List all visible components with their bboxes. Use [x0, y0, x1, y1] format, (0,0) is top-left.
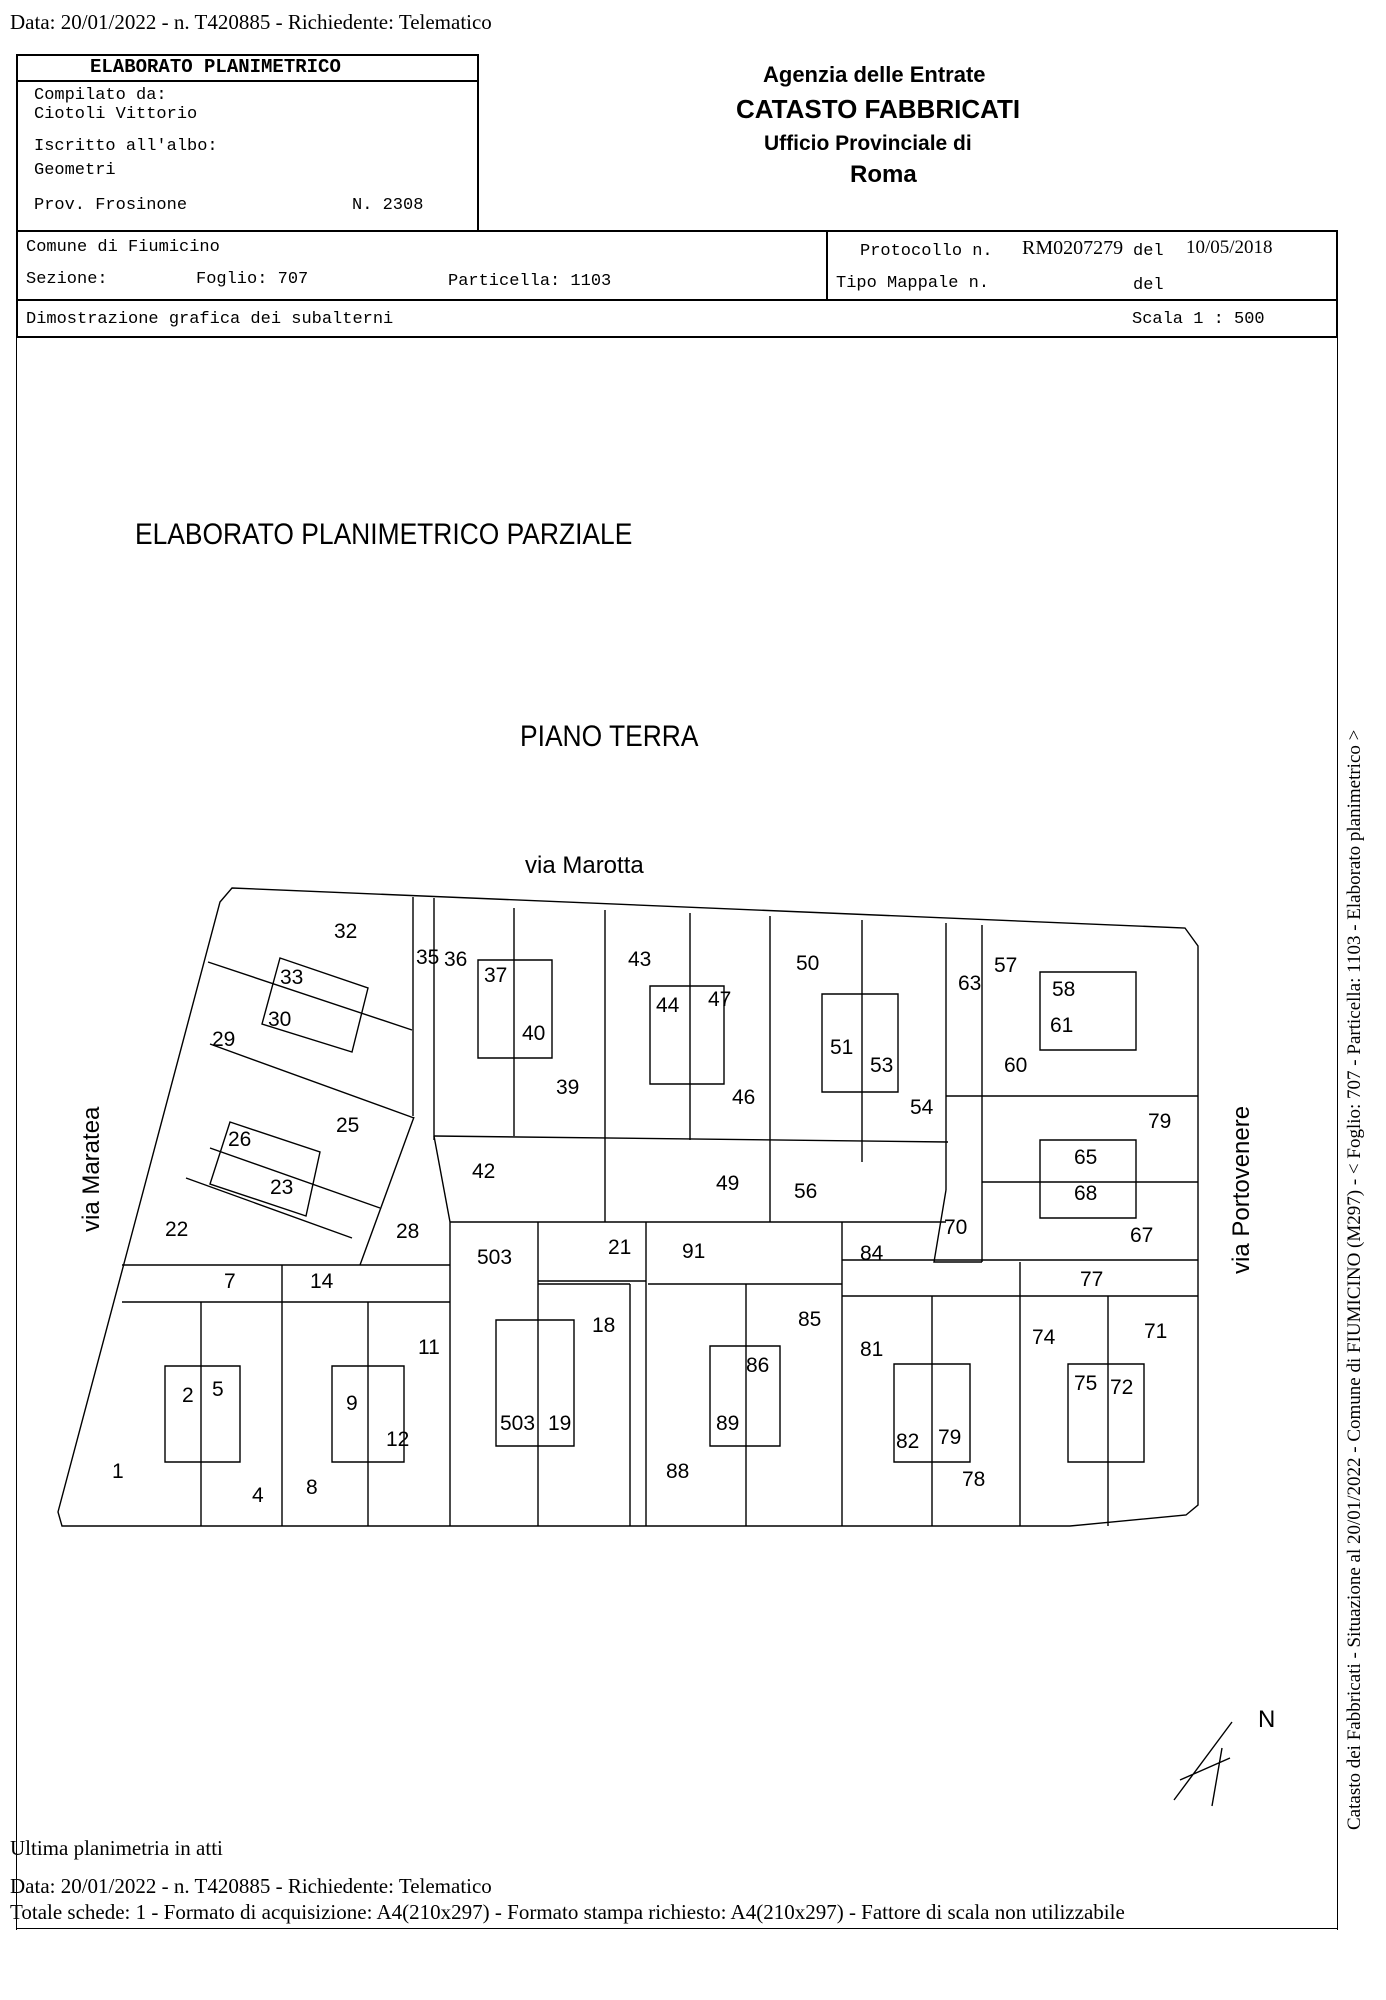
east-horizontal-lines — [946, 1096, 1198, 1182]
unit-number: 37 — [484, 964, 508, 987]
west-diagonal-lines — [186, 962, 414, 1238]
del-label: del — [1133, 242, 1164, 261]
footer-data: Data: 20/01/2022 - n. T420885 - Richiedente: Telematico — [10, 1874, 492, 1898]
unit-number: 12 — [386, 1428, 410, 1451]
unit-number: 58 — [1052, 978, 1076, 1001]
north-arrow — [1174, 1722, 1232, 1806]
unit-number: 65 — [1074, 1146, 1098, 1169]
unit-number: 86 — [746, 1354, 770, 1377]
unit-number: 503 — [500, 1412, 536, 1435]
unit-number: 23 — [270, 1176, 294, 1199]
comune: Comune di Fiumicino — [26, 238, 220, 257]
unit-number: 70 — [944, 1216, 968, 1239]
south-subdivisions — [538, 1284, 1108, 1526]
unit-number: 19 — [548, 1412, 572, 1435]
unit-number: 82 — [896, 1430, 920, 1453]
unit-number: 46 — [732, 1086, 756, 1109]
unit-number: 75 — [1074, 1372, 1098, 1395]
unit-number: 51 — [830, 1036, 854, 1059]
unit-number: 47 — [708, 988, 732, 1011]
street-west: via Maratea — [78, 1106, 105, 1232]
unit-number: 2 — [182, 1384, 194, 1407]
unit-number: 85 — [798, 1308, 822, 1331]
unit-number: 91 — [682, 1240, 706, 1263]
unit-number: 39 — [556, 1076, 580, 1099]
unit-number: 18 — [592, 1314, 616, 1337]
footer-totale: Totale schede: 1 - Formato di acquisizione: A4(210x297) - Formato stampa richiesto: A4(210x297) - Fattore di scala non utilizzabile — [10, 1900, 1125, 1924]
drawing-title: ELABORATO PLANIMETRICO PARZIALE — [135, 518, 633, 551]
agency-line2: CATASTO FABBRICATI — [736, 94, 1021, 124]
albo-number: N. 2308 — [352, 196, 424, 215]
unit-number: 88 — [666, 1460, 690, 1483]
foglio: Foglio: 707 — [196, 270, 309, 289]
building-2 — [165, 1366, 240, 1462]
unit-number: 9 — [346, 1392, 358, 1415]
unit-number: 32 — [334, 920, 358, 943]
unit-number: 74 — [1032, 1326, 1056, 1349]
unit-number: 84 — [860, 1242, 884, 1265]
building-33 — [262, 958, 368, 1052]
plan-outline — [58, 888, 1198, 1526]
unit-number: 22 — [165, 1218, 189, 1241]
unit-number: 78 — [962, 1468, 986, 1491]
unit-number: 81 — [860, 1338, 884, 1361]
del2-label: del — [1133, 276, 1164, 295]
prov-value: Prov. Frosinone — [34, 196, 188, 215]
unit-number: 60 — [1004, 1054, 1028, 1077]
protocollo-label: Protocollo n. — [860, 242, 993, 261]
protocollo-value: RM0207279 — [1022, 237, 1124, 259]
unit-number: 14 — [310, 1270, 334, 1293]
floor-label: PIANO TERRA — [520, 720, 699, 753]
north-vertical-lines — [413, 897, 982, 1262]
scala: Scala 1 : 500 — [1132, 310, 1265, 329]
unit-number: 54 — [910, 1096, 934, 1119]
unit-number: 42 — [472, 1160, 496, 1183]
albo-label: Iscritto all'albo: — [34, 137, 218, 156]
compilato-label: Compilato da: — [34, 86, 167, 105]
compilato-name: Ciotoli Vittorio — [34, 105, 198, 124]
unit-number: 61 — [1050, 1014, 1074, 1037]
unit-number: 25 — [336, 1114, 360, 1137]
unit-number: 79 — [1148, 1110, 1172, 1133]
dimostrazione: Dimostrazione grafica dei subalterni — [26, 310, 394, 329]
unit-number: 79 — [938, 1426, 962, 1449]
band-lines — [122, 1265, 450, 1302]
particella: Particella: 1103 — [448, 272, 612, 291]
tipo-mappale: Tipo Mappale n. — [836, 274, 990, 293]
unit-number: 28 — [396, 1220, 420, 1243]
sezione: Sezione: — [26, 270, 108, 289]
unit-number: 8 — [306, 1476, 318, 1499]
side-text: Catasto dei Fabbricati - Situazione al 20/01/2022 - Comune di FIUMICINO (M297) - < Foglio: 707 - Particella: 1103 - Elaborato planimetrico > — [1344, 729, 1365, 1830]
unit-number: 49 — [716, 1172, 740, 1195]
unit-number: 5 — [212, 1378, 224, 1401]
albo-value: Geometri — [34, 161, 116, 180]
title-block-title: ELABORATO PLANIMETRICO — [90, 56, 341, 78]
unit-number: 1 — [112, 1460, 124, 1483]
unit-number: 30 — [268, 1008, 292, 1031]
unit-number: 36 — [444, 948, 468, 971]
unit-number: 68 — [1074, 1182, 1098, 1205]
unit-number: 4 — [252, 1484, 264, 1507]
unit-number: 26 — [228, 1128, 252, 1151]
unit-number: 33 — [280, 966, 304, 989]
unit-number: 29 — [212, 1028, 236, 1051]
unit-number: 63 — [958, 972, 982, 995]
unit-number: 77 — [1080, 1268, 1104, 1291]
agency-line3: Ufficio Provinciale di — [764, 132, 972, 155]
street-east: via Portovenere — [1228, 1105, 1255, 1274]
unit-number: 56 — [794, 1180, 818, 1203]
agency-line1: Agenzia delle Entrate — [763, 62, 986, 87]
footer-rule — [16, 1928, 1338, 1929]
unit-number: 44 — [656, 994, 680, 1017]
north-label: N — [1258, 1706, 1276, 1733]
ultima-planimetria: Ultima planimetria in atti — [10, 1836, 223, 1860]
south-vertical-lines — [201, 1222, 1020, 1526]
agency-line4: Roma — [850, 161, 917, 188]
street-north: via Marotta — [525, 852, 644, 879]
unit-number: 21 — [608, 1236, 632, 1259]
building-26 — [210, 1122, 320, 1216]
unit-number: 40 — [522, 1022, 546, 1045]
unit-number: 57 — [994, 954, 1018, 977]
unit-number: 71 — [1144, 1320, 1168, 1343]
header-line: Data: 20/01/2022 - n. T420885 - Richiedente: Telematico — [10, 10, 492, 34]
del-value: 10/05/2018 — [1186, 237, 1273, 258]
unit-number: 503 — [477, 1246, 513, 1269]
unit-42-boundary — [434, 1136, 450, 1526]
unit-number: 7 — [224, 1270, 236, 1293]
unit-number: 35 — [416, 946, 440, 969]
unit-number: 53 — [870, 1054, 894, 1077]
unit-number: 72 — [1110, 1376, 1134, 1399]
unit-number: 89 — [716, 1412, 740, 1435]
unit-number: 11 — [418, 1336, 440, 1359]
unit-number: 50 — [796, 952, 820, 975]
unit-number: 43 — [628, 948, 652, 971]
unit-number: 67 — [1130, 1224, 1154, 1247]
